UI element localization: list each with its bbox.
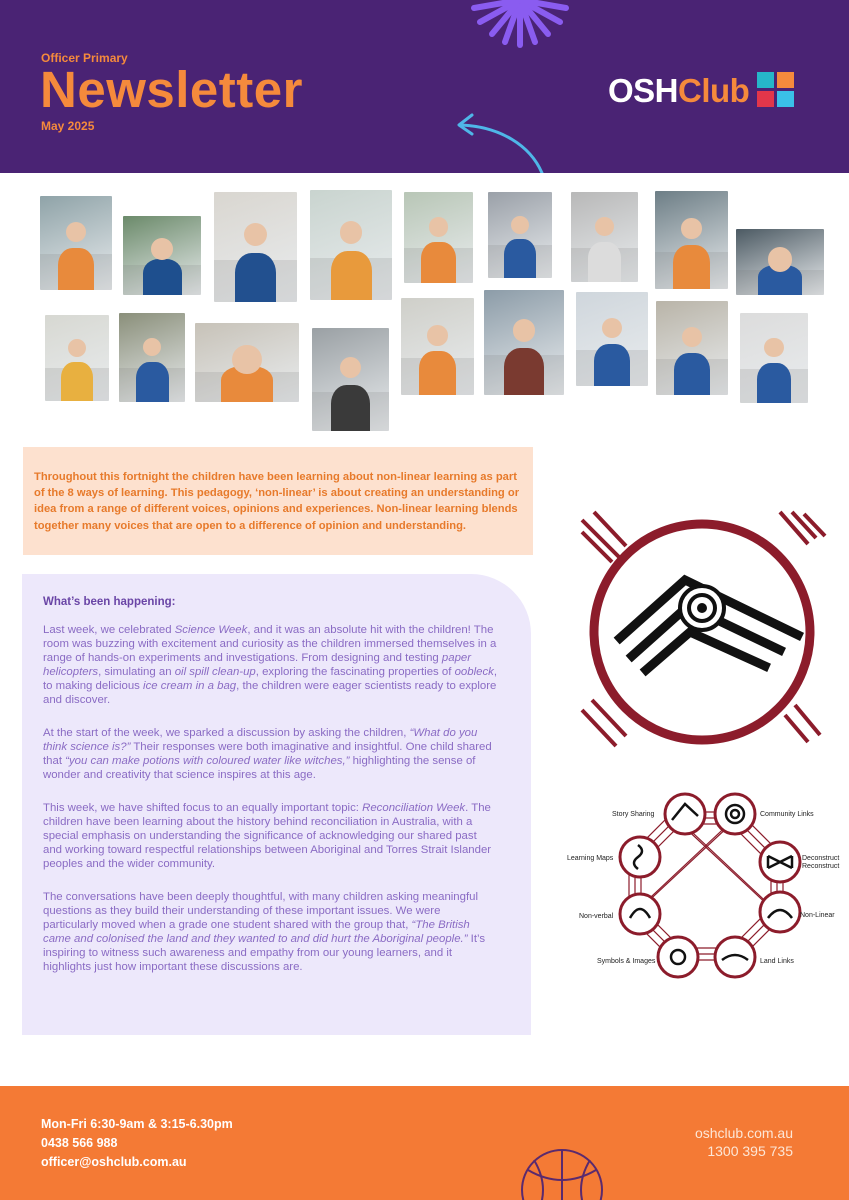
- photo-child-outdoor: [484, 290, 564, 395]
- photo-children-gym: [312, 328, 389, 431]
- oshclub-logo-text: [608, 72, 749, 110]
- photo-children-indoor: [401, 298, 474, 395]
- brand-accent: Club: [678, 72, 750, 109]
- photo-child-goggles: [123, 216, 201, 295]
- article-paragraph-3: This week, we have shifted focus to an equally important topic: Reconciliation Week. The children have been learning about the history behind reconciliation in Australia, with a special emphasis on understanding the significance of acknowledging our shared past and working toward respectful relationships between Aboriginal and Torres Strait Islander peoples and the wider community.: [43, 802, 492, 870]
- wheel-label-community-links: Community Links: [760, 811, 814, 818]
- photo-child-tray-2: [45, 315, 109, 401]
- website-link[interactable]: oshclub.com.au: [694, 1125, 793, 1141]
- phone-number: 0438 566 988: [41, 1136, 118, 1150]
- newsletter-header: [0, 0, 849, 173]
- hotline-number: 1300 395 735: [707, 1143, 793, 1159]
- wheel-label-story-sharing: Story Sharing: [612, 811, 655, 818]
- article-paragraph-1: Last week, we celebrated Science Week, and it was an absolute hit with the children! The room was buzzing with excitement and curiosity as the children immersed themselves in a range of hands-on experiments and investigations. From designing and testing paper helicopters, simulating an oil spill clean-up, exploring the fascinating properties of oobleck, to making delicious ice cream in a bag, the children were eager scientists ready to explore and discover.: [43, 624, 498, 706]
- non-linear-symbol-icon: [580, 510, 835, 750]
- photo-child-climbing: [576, 292, 648, 386]
- wheel-label-deconstruct: Deconstruct: [802, 855, 840, 862]
- photo-child-floor: [488, 192, 552, 278]
- school-name: Officer Primary: [41, 51, 128, 65]
- footer: [0, 1086, 849, 1200]
- wheel-label-non-verbal: Non-verbal: [579, 913, 614, 920]
- photo-child-sheet: [571, 192, 638, 282]
- article-panel: [22, 574, 531, 1035]
- intro-text: Throughout this fortnight the children have been learning about non-linear learning as part of the 8 ways of learning. This pedagogy, ‘non-linear’ is about creating an understanding or idea from a range of different voices, opinions and experiences. Non-linear learning blends together many voices that are open to a difference of opinion and understanding.: [34, 471, 520, 532]
- newsletter-title: Newsletter: [40, 61, 303, 118]
- photo-child-bowl: [655, 191, 728, 289]
- article-paragraph-4: The conversations have been deeply thoughtful, with many children asking meaningful questions as they build their understanding of these important issues. We were particularly moved when a grade one student shared with the group that, “The British came and colonised the land and they wanted to and did hurt the Aboriginal people.” It’s inspiring to witness such awareness and empathy from our young learners, and it highlights just how important these discussions are.: [43, 891, 486, 973]
- oshclub-logo-icon: [757, 72, 795, 108]
- email-link[interactable]: officer@oshclub.com.au: [41, 1155, 187, 1169]
- photo-child-floor-2: [195, 323, 299, 402]
- article-heading: What’s been happening:: [43, 596, 176, 608]
- photo-child-at-table: [214, 192, 297, 302]
- wheel-label-land-links: Land Links: [760, 958, 794, 965]
- issue-date: May 2025: [41, 119, 95, 133]
- photo-child-poster: [740, 313, 808, 403]
- photo-child-lying: [736, 229, 824, 295]
- wheel-label-symbols-images: Symbols & Images: [597, 958, 656, 965]
- wheel-label-non-linear: Non-Linear: [800, 912, 835, 919]
- photo-child-experiment: [40, 196, 112, 290]
- wheel-label-reconstruct: Reconstruct: [802, 863, 840, 870]
- eight-ways-wheel: [560, 790, 845, 985]
- photo-children-group: [404, 192, 473, 283]
- curved-arrow-icon: [450, 105, 550, 173]
- photo-child-classroom: [656, 301, 728, 395]
- photo-child-tray: [310, 190, 392, 300]
- article-paragraph-2: At the start of the week, we sparked a discussion by asking the children, “What do you think science is?” Their responses were both imaginative and insightful. One child shared that “you can make potions with coloured water like witches,” highlighting the sense of wonder and creativity that science inspires at this age.: [43, 727, 492, 781]
- wheel-label-learning-maps: Learning Maps: [567, 855, 614, 862]
- opening-hours: Mon-Fri 6:30-9am & 3:15-6.30pm: [41, 1117, 233, 1131]
- intro-box: [23, 447, 533, 555]
- basketball-icon: [520, 1148, 610, 1200]
- brand-main: OSH: [608, 72, 679, 109]
- sunburst-decoration: [470, 0, 570, 50]
- photo-child-playground: [119, 313, 185, 402]
